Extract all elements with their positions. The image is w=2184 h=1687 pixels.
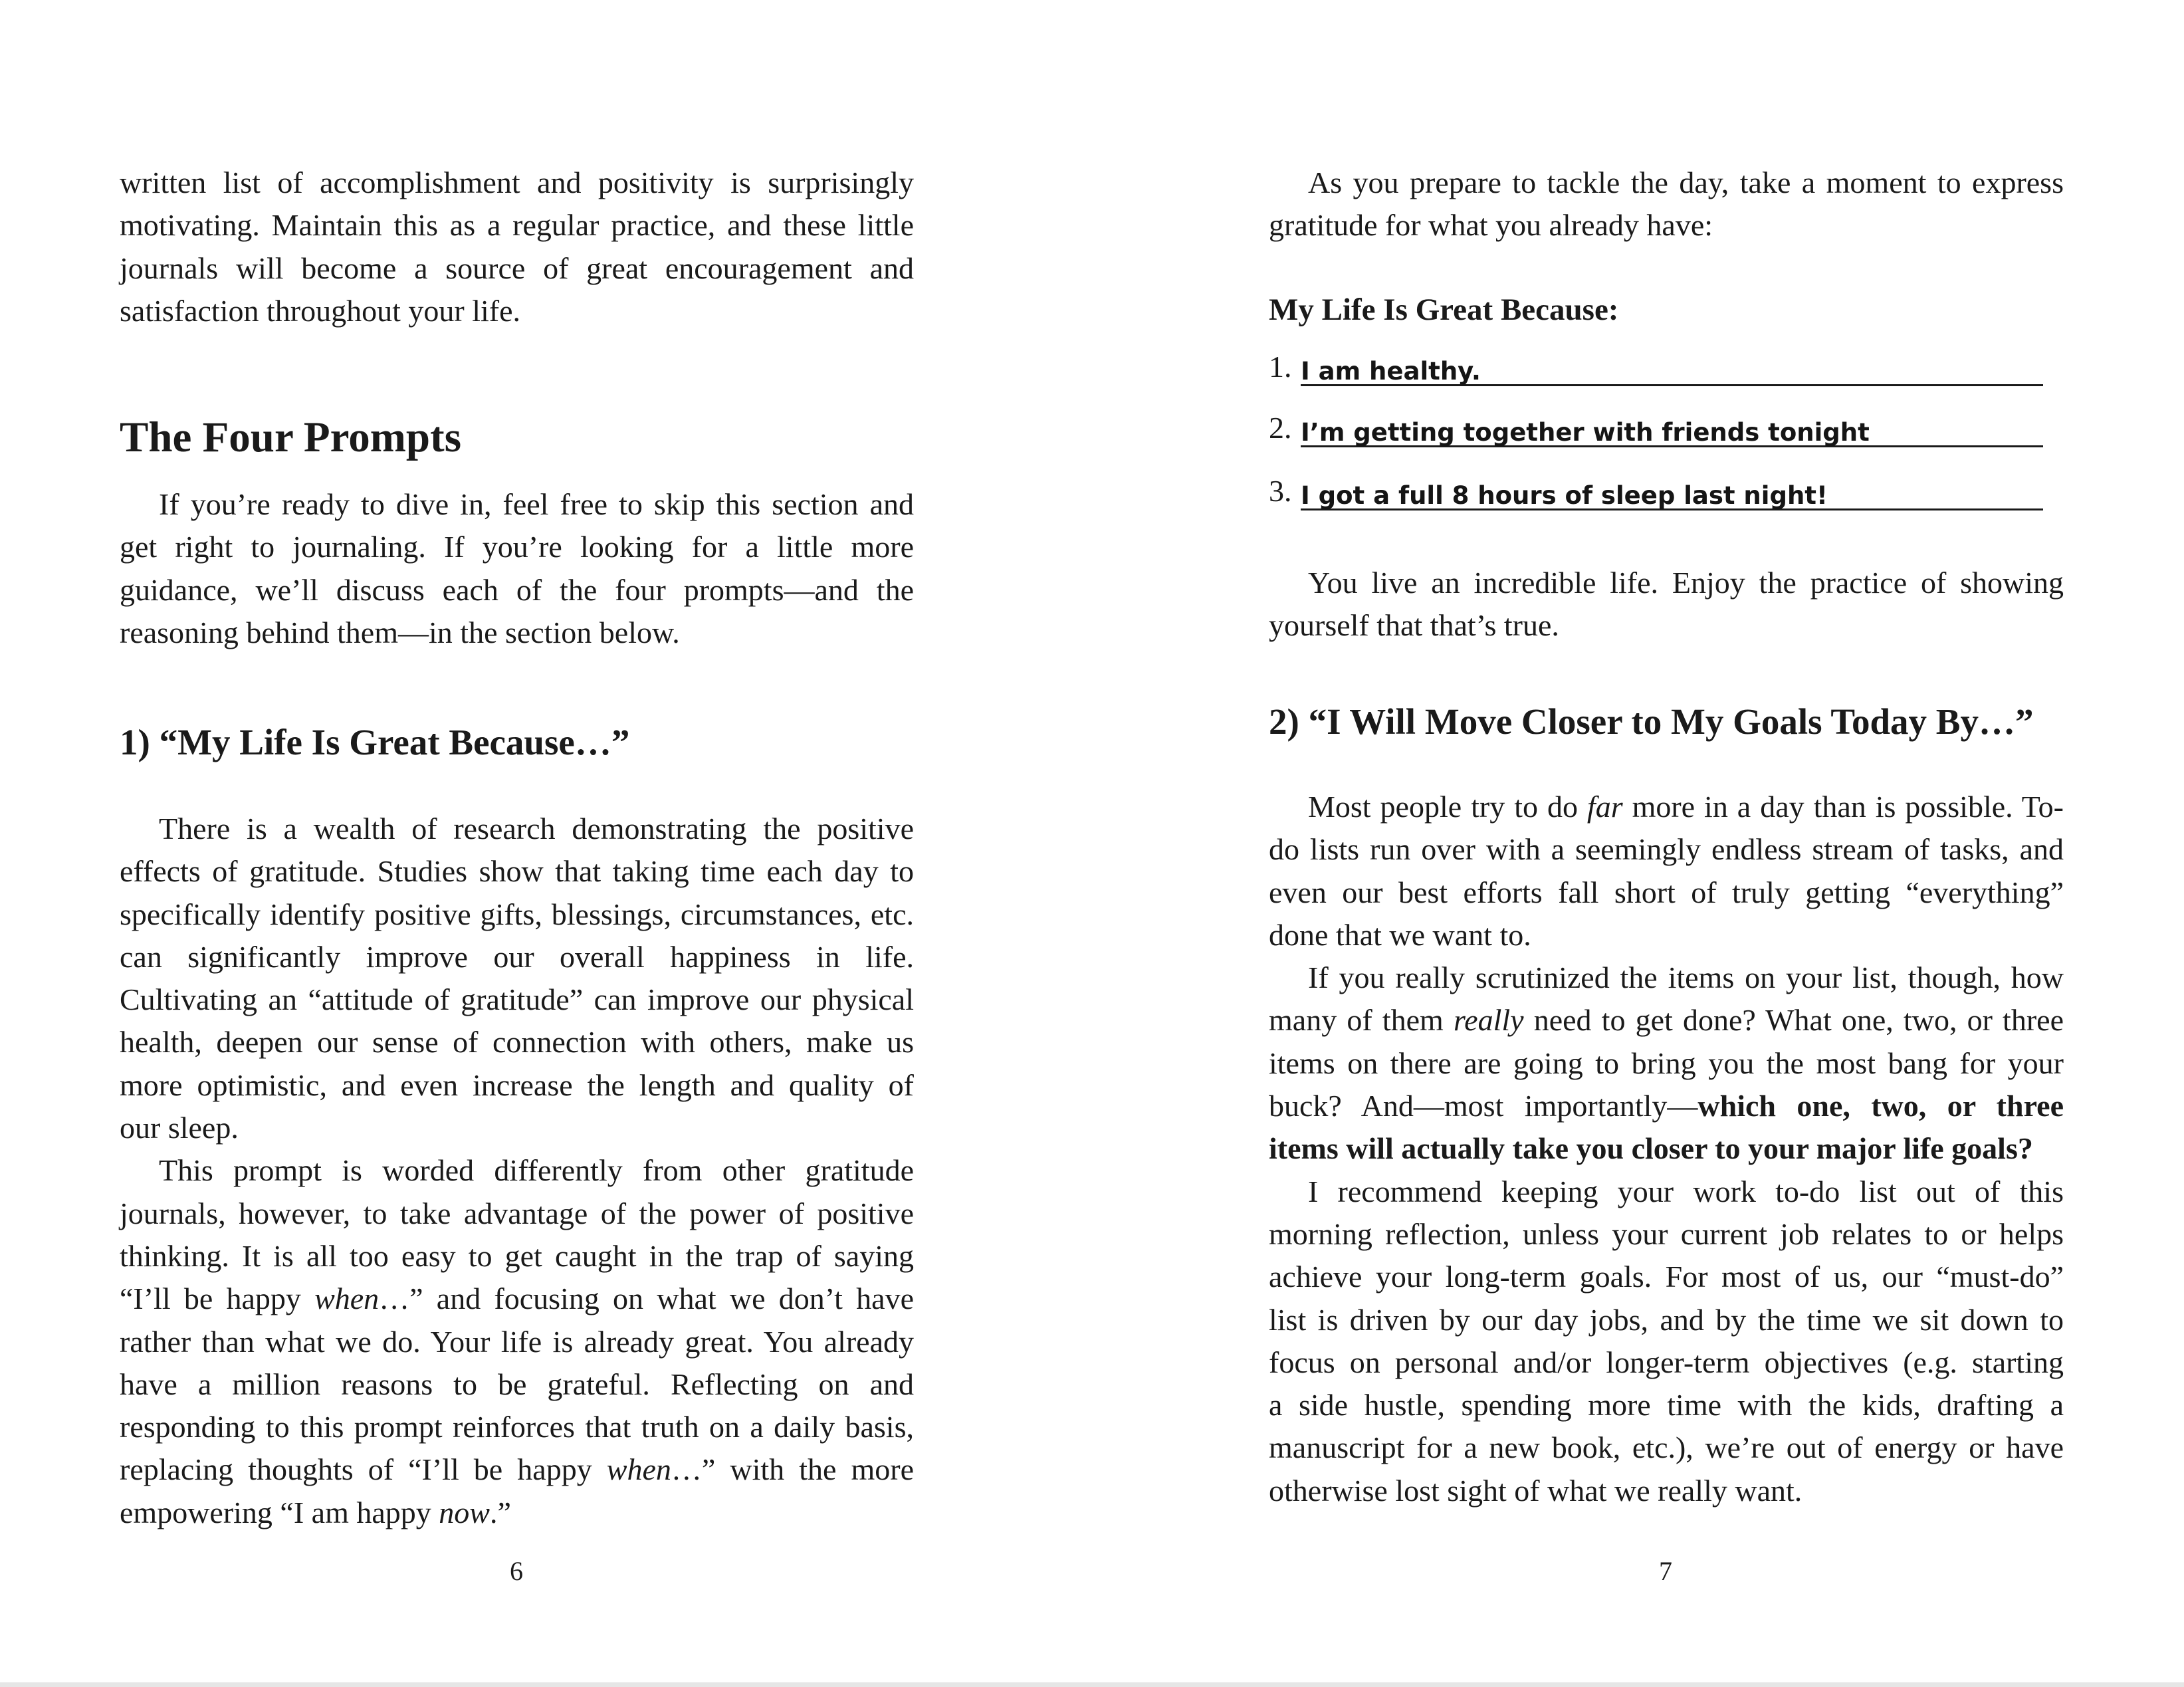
text-line: journals will become a source of great encouragement and xyxy=(120,251,914,285)
intro-paragraph xyxy=(1269,162,2064,247)
text-line xyxy=(1269,1085,2064,1127)
text-line: list is driven by our day jobs, and by the time we sit down to xyxy=(1269,1302,2064,1337)
bold-text: items will actually take you closer to your major life goals? xyxy=(1269,1131,2033,1166)
text-segment: more in a day than is possible. To- xyxy=(1622,790,2064,824)
text-segment: “I’ll be happy xyxy=(120,1282,315,1316)
text-line xyxy=(1269,1127,2064,1170)
todo-paragraph xyxy=(1269,786,2064,956)
italic-text: when xyxy=(606,1452,671,1487)
text-segment: many of them xyxy=(1269,1003,1454,1038)
text-line: Cultivating an “attitude of gratitude” can improve our physical xyxy=(120,982,914,1017)
text-line: even our best efforts fall short of truly getting “everything” xyxy=(1269,875,2064,909)
text-line: yourself that that’s true. xyxy=(1269,608,1559,643)
scrutinize-paragraph xyxy=(1269,956,2064,1170)
gratitude-list-item xyxy=(1269,346,2064,388)
answer-line xyxy=(1301,407,2043,447)
text-line xyxy=(120,1492,914,1534)
text-line xyxy=(120,1448,914,1491)
skip-paragraph xyxy=(120,483,914,654)
text-line: health, deepen our sense of connection with others, make us xyxy=(120,1025,914,1060)
recommend-paragraph xyxy=(1269,1171,2064,1512)
text-line: morning reflection, unless your current job relates to or helps xyxy=(1269,1216,2064,1251)
text-segment: …” with the more xyxy=(671,1452,914,1487)
worded-paragraph xyxy=(120,1149,914,1534)
italic-text: when xyxy=(314,1282,380,1316)
text-segment: empowering “I am happy xyxy=(120,1495,439,1529)
text-line: If you really scrutinized the items on your list, though, how xyxy=(1308,960,2064,995)
text-line: done that we want to. xyxy=(1269,917,1531,952)
text-line xyxy=(120,1278,914,1320)
handwritten-entry: I’m getting together with friends tonight xyxy=(1301,418,1870,447)
text-line: If you’re ready to dive in, feel free to skip this section and xyxy=(159,487,914,521)
text-line: You live an incredible life. Enjoy the practice of showing xyxy=(1308,566,2064,600)
body-text xyxy=(1269,786,2064,1512)
text-line xyxy=(1269,999,2064,1042)
list-number: 1. xyxy=(1269,350,1292,384)
page-bottom-edge xyxy=(0,1682,2184,1687)
gratitude-list-item xyxy=(1269,470,2064,512)
handwritten-entry: I got a full 8 hours of sleep last night! xyxy=(1301,481,1828,510)
text-line: As you prepare to tackle the day, take a moment to express xyxy=(1308,166,2064,199)
text-line: our sleep. xyxy=(120,1111,239,1145)
body-text xyxy=(120,808,914,1534)
text-line: get right to journaling. If you’re looking for a little more xyxy=(120,530,914,564)
handwritten-entry: I am healthy. xyxy=(1301,357,1481,386)
text-line: rather than what we do. Your life is already great. You already xyxy=(120,1324,914,1359)
text-line: effects of gratitude. Studies show that taking time each day to xyxy=(120,854,914,889)
text-line: a side hustle, spending more time with the kids, drafting a xyxy=(1269,1388,2064,1422)
text-line: reasoning behind them—in the section below. xyxy=(120,615,680,649)
text-line: motivating. Maintain this as a regular practice, and these little xyxy=(120,208,914,243)
italic-text: now xyxy=(439,1495,490,1529)
text-line: gratitude for what you already have: xyxy=(1269,208,1713,243)
text-segment: need to get done? What one, two, or three xyxy=(1523,1003,2064,1038)
text-line: guidance, we’ll discuss each of the four prompts—and the xyxy=(120,572,914,607)
italic-text: really xyxy=(1453,1003,1524,1038)
italic-text: far xyxy=(1586,790,1623,824)
page-number: 7 xyxy=(1659,1556,1672,1586)
text-line: have a million reasons to be grateful. Reflecting on and xyxy=(120,1367,914,1401)
text-line: There is a wealth of research demonstrating the positive xyxy=(159,812,914,845)
page-number: 6 xyxy=(510,1556,523,1586)
text-segment: replacing thoughts of “I’ll be happy xyxy=(120,1452,607,1487)
text-line: thinking. It is all too easy to get caught in the trap of saying xyxy=(120,1238,914,1273)
bold-text: which one, two, or three xyxy=(1697,1089,2064,1123)
text-line xyxy=(1269,786,2064,828)
text-line: achieve your long-term goals. For most of us, our “must-do” xyxy=(1269,1260,2064,1294)
text-line: responding to this prompt reinforces that truth on a daily basis, xyxy=(120,1410,914,1444)
text-line: satisfaction throughout your life. xyxy=(120,293,520,328)
section-heading: 1) “My Life Is Great Because…” xyxy=(120,722,630,762)
text-segment: buck? And—most importantly— xyxy=(1269,1089,1698,1123)
outro-paragraph xyxy=(1269,562,2064,647)
text-line: focus on personal and/or longer-term objectives (e.g. starting xyxy=(1269,1345,2064,1379)
text-line: do lists run over with a seemingly endless stream of tasks, and xyxy=(1269,832,2064,867)
text-segment: Most people try to do xyxy=(1308,790,1587,824)
research-paragraph xyxy=(120,808,914,1149)
section-heading: 2) “I Will Move Closer to My Goals Today By…” xyxy=(1269,701,2034,742)
text-line: can significantly improve our overall happiness in life. xyxy=(120,939,914,974)
text-line: more optimistic, and even increase the length and quality of xyxy=(120,1068,914,1102)
answer-line xyxy=(1301,346,2043,386)
text-segment: …” and focusing on what we don’t have xyxy=(379,1282,914,1316)
list-number: 2. xyxy=(1269,411,1292,445)
intro-paragraph xyxy=(120,162,914,332)
text-line: This prompt is worded differently from other gratitude xyxy=(159,1153,914,1188)
list-title: My Life Is Great Because: xyxy=(1269,292,1619,327)
text-line: specifically identify positive gifts, blessings, circumstances, etc. xyxy=(120,897,914,931)
text-segment: .” xyxy=(489,1495,511,1529)
text-line: written list of accomplishment and positivity is surprisingly xyxy=(120,166,914,199)
text-line: otherwise lost sight of what we really want. xyxy=(1269,1473,1802,1508)
answer-line xyxy=(1301,470,2043,510)
gratitude-list-item xyxy=(1269,407,2064,449)
text-line: I recommend keeping your work to-do list out of this xyxy=(1308,1174,2064,1208)
chapter-heading: The Four Prompts xyxy=(120,413,462,461)
right-page xyxy=(1092,0,2184,1687)
text-line: items on there are going to bring you the most bang for your xyxy=(1269,1046,2064,1080)
text-line: journals, however, to take advantage of the power of positive xyxy=(120,1196,914,1230)
text-line: manuscript for a new book, etc.), we’re out of energy or have xyxy=(1269,1430,2064,1465)
list-number: 3. xyxy=(1269,474,1292,508)
